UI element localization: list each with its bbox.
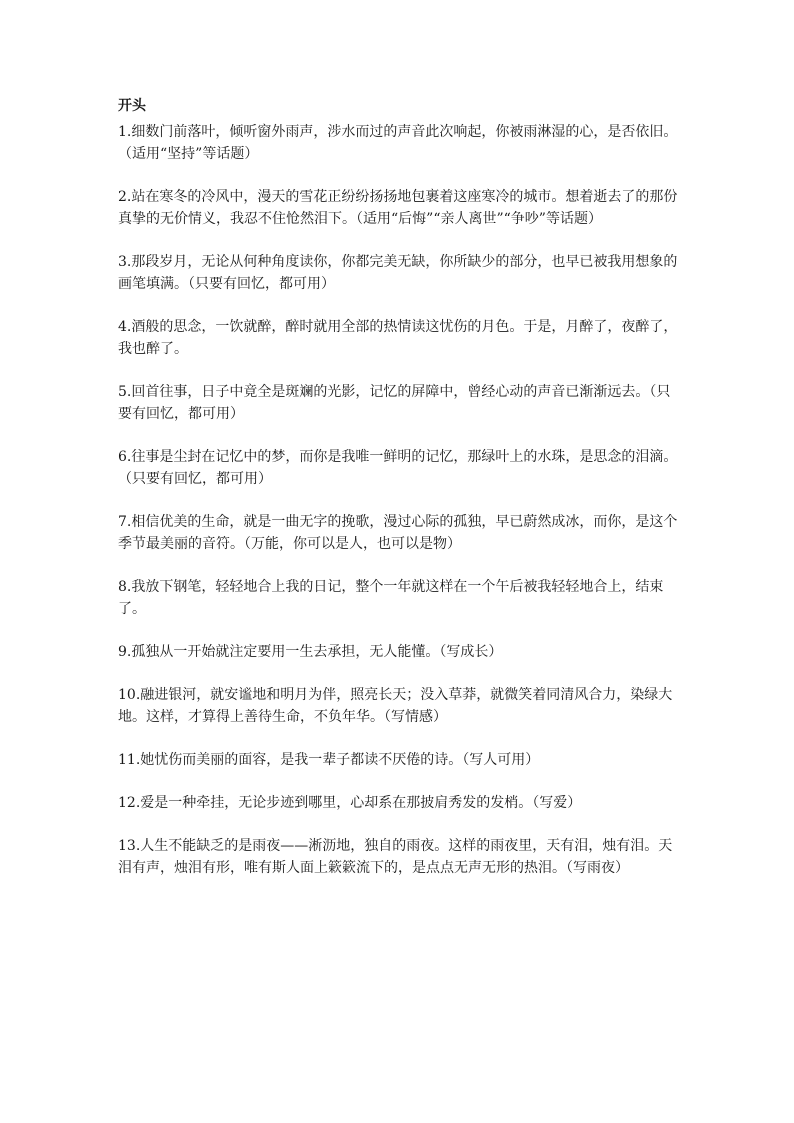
list-item: 4.酒般的思念，一饮就醉，醉时就用全部的热情读这忧伤的月色。于是，月醉了，夜醉了，我也醉了。 <box>118 319 678 357</box>
list-item: 1.细数门前落叶，倾听窗外雨声，涉水而过的声音此次响起，你被雨淋湿的心，是否依旧。（适用“坚持”等话题） <box>118 124 678 162</box>
list-item: 7.相信优美的生命，就是一曲无字的挽歌，漫过心际的孤独，早已蔚然成冰，而你，是这个季节最美丽的音符。（万能，你可以是人，也可以是物） <box>118 514 678 552</box>
list-item: 10.融进银河，就安谧地和明月为伴，照亮长天；没入草莽，就微笑着同清风合力，染绿大地。这样，才算得上善待生命，不负年华。（写情感） <box>118 687 673 725</box>
list-item: 13.人生不能缺乏的是雨夜——淅沥地，独自的雨夜。这样的雨夜里，天有泪，烛有泪。天泪有声，烛泪有形，唯有斯人面上簌簌流下的，是点点无声无形的热泪。（写雨夜） <box>118 838 673 876</box>
list-item: 12.爱是一种牵挂，无论步迹到哪里，心却系在那披肩秀发的发梢。（写爱） <box>118 795 582 811</box>
list-item: 2.站在寒冬的冷风中，漫天的雪花正纷纷扬扬地包裹着这座寒冷的城市。想着逝去了的那份真挚的无价情义，我忍不住怆然泪下。（适用“后悔”“亲人离世”“争吵”等话题） <box>118 189 678 227</box>
list-item: 6.往事是尘封在记忆中的梦，而你是我唯一鲜明的记忆，那绿叶上的水珠，是思念的泪滴。（只要有回忆，都可用） <box>118 449 678 487</box>
list-item: 11.她忧伤而美丽的面容，是我一辈子都读不厌倦的诗。（写人可用） <box>118 752 540 768</box>
section-heading: 开头 <box>118 98 146 114</box>
list-item: 9.孤独从一开始就注定要用一生去承担，无人能懂。（写成长） <box>118 644 503 660</box>
list-item: 3.那段岁月，无论从何种角度读你，你都完美无缺，你所缺少的部分，也早已被我用想象的画笔填满。（只要有回忆，都可用） <box>118 254 678 292</box>
list-item: 5.回首往事，日子中竟全是斑斓的光影，记忆的屏障中，曾经心动的声音已渐渐远去。（只要有回忆，都可用） <box>118 384 671 422</box>
document-page <box>118 95 684 900</box>
list-item: 8.我放下钢笔，轻轻地合上我的日记，整个一年就这样在一个午后被我轻轻地合上，结束了。 <box>118 579 664 617</box>
